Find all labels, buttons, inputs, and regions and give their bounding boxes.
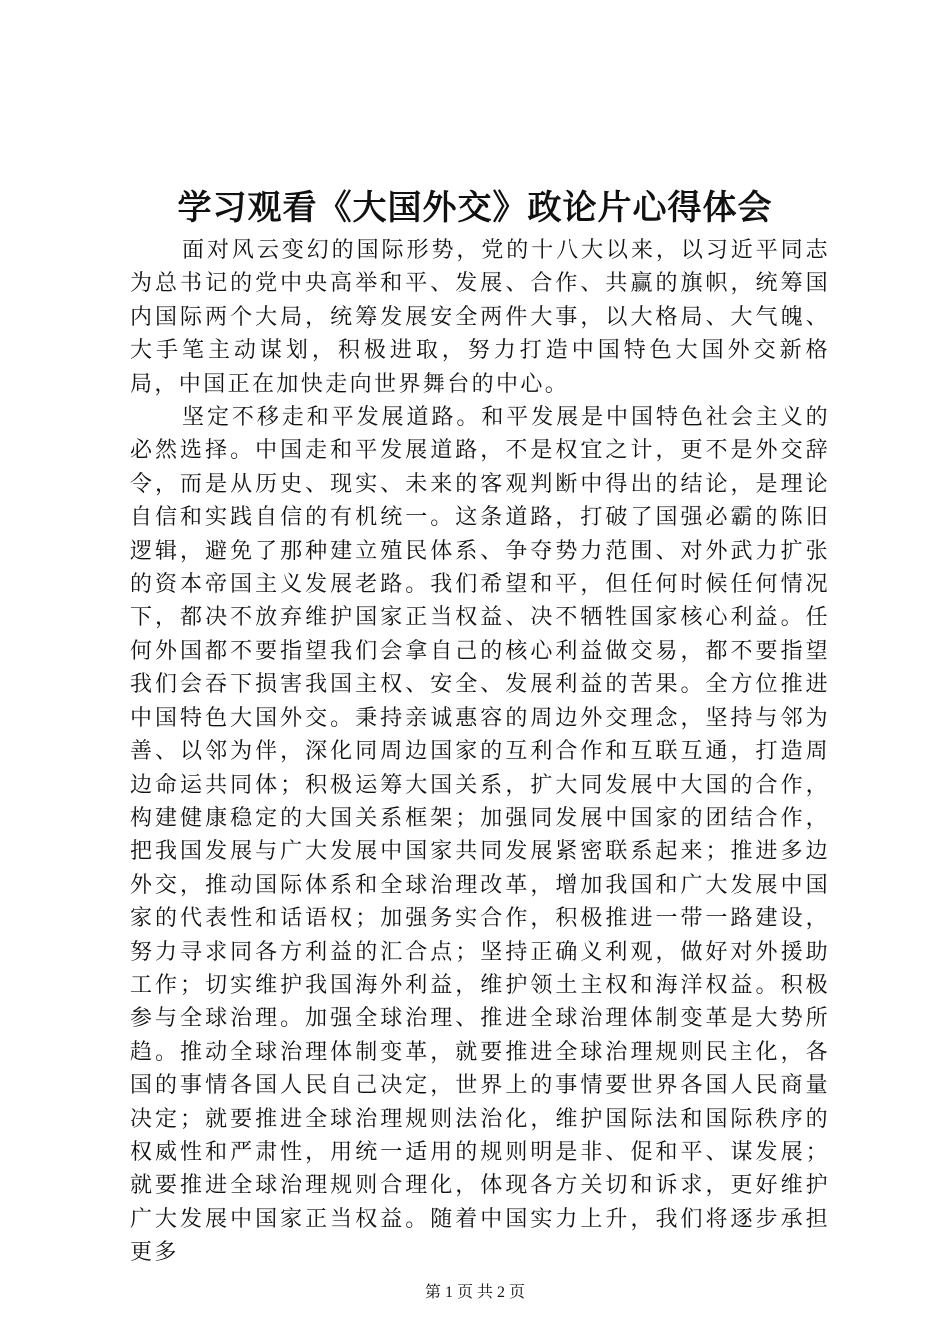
page-number-footer: 第 1 页 共 2 页 bbox=[424, 1284, 525, 1301]
paragraph-1: 面对风云变幻的国际形势，党的十八大以来，以习近平同志为总书记的党中央高举和平、发展、合作、共赢的旗帜，统筹国内国际两个大局，统筹发展安全两件大事，以大格局、大气魄、大手笔主动谋划，积极进取，努力打造中国特色大国外交新格局，中国正在加快走向世界舞台的中心。 bbox=[130, 238, 830, 397]
document-body bbox=[130, 234, 830, 1270]
paragraph-2: 坚定不移走和平发展道路。和平发展是中国特色社会主义的必然选择。中国走和平发展道路，不是权宜之计，更不是外交辞令，而是从历史、现实、未来的客观判断中得出的结论，是理论自信和实践自信的有机统一。这条道路，打破了国强必霸的陈旧逻辑，避免了那种建立殖民体系、争夺势力范围、对外武力扩张的资本帝国主义发展老路。我们希望和平，但任何时候任何情况下，都决不放弃维护国家正当权益、决不牺牲国家核心利益。任何外国都不要指望我们会拿自己的核心利益做交易，都不要指望我们会吞下损害我国主权、安全、发展利益的苦果。全方位推进中国特色大国外交。秉持亲诚惠容的周边外交理念，坚持与邻为善、以邻为伴，深化同周边国家的互利合作和互联互通，打造周边命运共同体；积极运筹大国关系，扩大同发展中大国的合作，构建健康稳定的大国关系框架；加强同发展中国家的团结合作，把我国发展与广大发展中国家共同发展紧密联系起来；推进多边外交，推动国际体系和全球治理改革，增加我国和广大发展中国家的代表性和话语权；加强务实合作，积极推进一带一路建设，努力寻求同各方利益的汇合点；坚持正确义利观，做好对外援助工作；切实维护我国海外利益，维护领土主权和海洋权益。积极参与全球治理。加强全球治理、推进全球治理体制变革是大势所趋。推动全球治理体制变革，就要推进全球治理规则民主化，各国的事情各国人民自己决定，世界上的事情要世界各国人民商量决定；就要推进全球治理规则法治化，维护国际法和国际秩序的权威性和严肃性，用统一适用的规则明是非、促和平、谋发展；就要推进全球治理规则合理化，体现各方关切和诉求，更好维护广大发展中国家正当权益。随着中国实力上升，我们将逐步承担更多 bbox=[130, 405, 830, 1266]
document-title: 学习观看《大国外交》政论片心得体会 bbox=[177, 188, 773, 228]
